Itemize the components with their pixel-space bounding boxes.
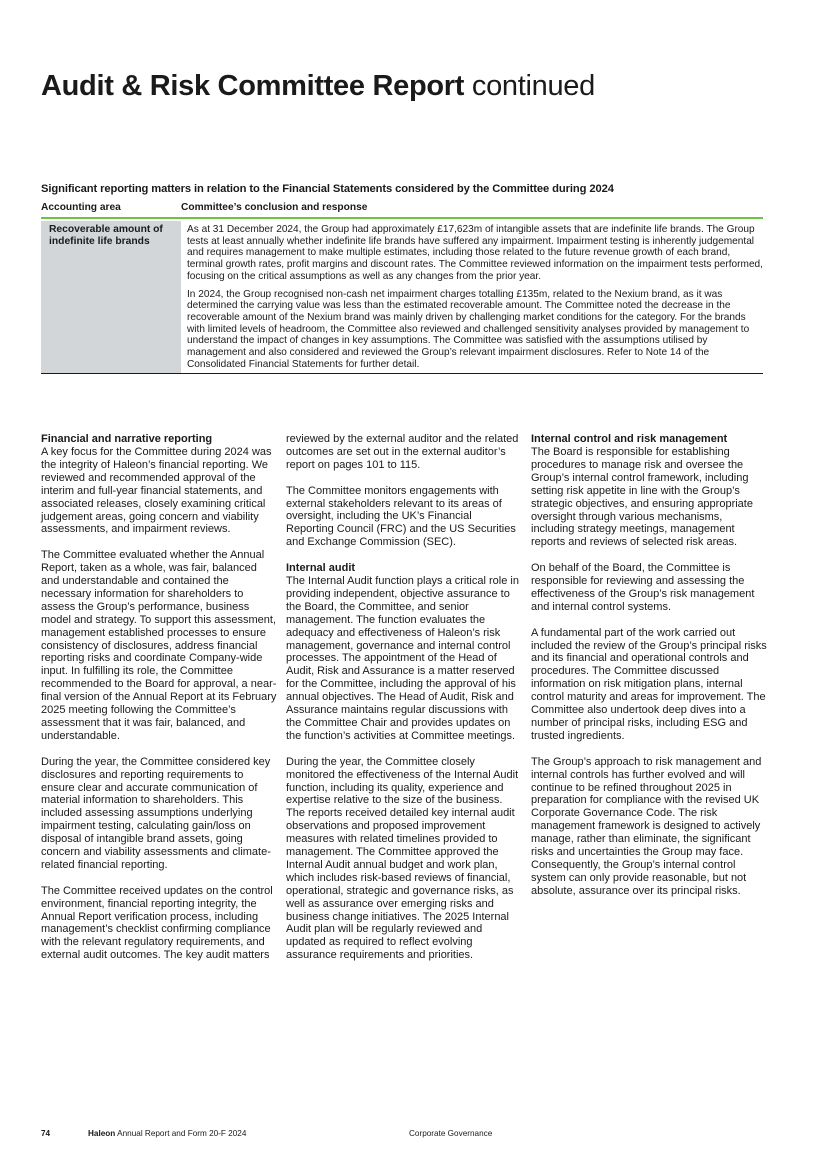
column-header-conclusion: Committee’s conclusion and response [181, 202, 368, 213]
page-title-suffix: continued [471, 70, 595, 102]
column-internal-audit [286, 433, 522, 975]
column-header-accounting-area: Accounting area [41, 202, 121, 213]
page-title [41, 66, 595, 106]
body-paragraph: A key focus for the Committee during 2024 was the integrity of Haleon’s financial reporting. We reviewed and recommended approval of the interim and full-year financial statements, and associated releases, closely examining critical judgement areas, going concern and viability assessments, and impairment reviews. [41, 446, 272, 536]
heading-internal-control-risk-management: Internal control and risk management [531, 433, 728, 445]
footer-publication [88, 1129, 246, 1139]
footer-section: Corporate Governance [409, 1129, 493, 1138]
conclusion-paragraph: As at 31 December 2024, the Group had approximately £17,623m of intangible assets that are indefinite life brands. The Group tests at least annually whether indefinite life brands have suffered any impairment. Impairment testing is inherently judgemental and requires management to make multiple estimates, including those related to the future revenue growth of each brand, terminal growth rates, profit margins and discount rates. The Committee reviewed information on the impairment tests performed, focusing on the critical assumptions as well as any changes from the prior year. [187, 224, 763, 282]
footer-brand: Haleon [88, 1129, 116, 1138]
body-paragraph: The Committee monitors engagements with external stakeholders relevant to its areas of oversight, including the UK’s Financial Reporting Council (FRC) and the US Securities and Exchange Commission (SEC). [286, 484, 516, 549]
heading-financial-narrative-reporting: Financial and narrative reporting [41, 433, 213, 445]
body-paragraph: The Internal Audit function plays a critical role in providing independent, objective assurance to the Board, the Committee, and senior management. The function evaluates the adequacy and effectiveness of Haleon’s risk management, governance and internal control processes. The appointment of the Head of Audit, Risk and Assurance is a matter reserved for the Committee, including the approval of his annual objectives. The Head of Audit, Risk and Assurance maintains regular discussions with the Committee Chair and provides updates on the function’s activities at Committee meetings. [286, 575, 519, 742]
page-number: 74 [41, 1129, 51, 1138]
body-paragraph: The Committee received updates on the control environment, financial reporting integrity, the Annual Report verification process, including management’s checklist confirming compliance with the relevant regulatory requirements, and external audit outcomes. The key audit matters [41, 884, 273, 962]
body-paragraph: The Board is responsible for establishing procedures to manage risk and oversee the Group’s internal control framework, including setting risk appetite in line with the Group’s strategic objectives, and ensuring appropriate oversight through various mechanisms, including strategy meetings, management reports and reviews of selected risk areas. [531, 446, 753, 549]
significant-matters-table [41, 200, 763, 374]
table-row [41, 221, 763, 374]
body-paragraph: reviewed by the external auditor and the related outcomes are set out in the external auditor’s report on pages 101 to 115. [286, 433, 519, 471]
footer-publication-title: Annual Report and Form 20-F 2024 [117, 1129, 247, 1138]
body-paragraph: During the year, the Committee considered key disclosures and reporting requirements to ensure clear and accurate communication of material information to shareholders. This included assessing assumptions underlying impairment testing, calculating gain/loss on disposal of intangible brand assets, going concern and viability assessments and climate-related financial reporting. [41, 755, 271, 871]
column-financial-reporting [41, 433, 277, 975]
accounting-area-cell: Recoverable amount of indefinite life brands [41, 221, 181, 373]
body-paragraph: A fundamental part of the work carried out included the review of the Group’s principal risks and its financial and operational controls and procedures. The Committee discussed information on risk mitigation plans, internal control maturity and areas for improvement. The Committee also undertook deep dives into a number of principal risks, including ESG and trusted ingredients. [531, 626, 767, 742]
body-paragraph: On behalf of the Board, the Committee is responsible for reviewing and assessing the effectiveness of the Group’s risk management and internal control systems. [531, 562, 755, 613]
column-internal-control [531, 433, 767, 911]
body-paragraph: The Committee evaluated whether the Annual Report, taken as a whole, was fair, balanced and understandable and contained the necessary information for shareholders to assess the Group’s performance, business model and strategy. To support this assessment, management established processes to ensure consistency of disclosures, address financial reporting risks and coordinate Company-wide input. In fulfilling its role, the Committee recommended to the Board for approval, a near-final version of the Annual Report at its February 2025 meeting following the Committee’s assessment that it was fair, balanced, and understandable. [41, 549, 277, 742]
conclusion-paragraph: In 2024, the Group recognised non-cash net impairment charges totalling £135m, related to the Nexium brand, as it was determined the carrying value was less than the estimated recoverable amount. The Committee noted the decrease in the recoverable amount of the Nexium brand was mainly driven by challenging market conditions for the category. For the brands with limited levels of headroom, the Committee also reviewed and challenged sensitivity analyses provided by management to understand the impact of changes in key assumptions. The Committee was satisfied with the assumptions utilised by management and also considered and reviewed the Group’s relevant impairment disclosures. Refer to Note 14 of the Consolidated Financial Statements for further detail. [187, 288, 750, 370]
body-paragraph: During the year, the Committee closely monitored the effectiveness of the Internal Audit function, including its quality, experience and expertise relative to the size of the business. The reports received detailed key internal audit observations and proposed improvement measures with related timelines provided to management. The Committee approved the Internal Audit annual budget and work plan, which includes risk-based reviews of financial, operational, strategic and governance risks, as well as assurance over emerging risks and business change initiatives. The 2025 Internal Audit plan will be regularly reviewed and updated as required to reflect evolving assurance requirements and priorities. [286, 755, 519, 962]
table-header-row [41, 200, 763, 219]
body-paragraph: The Group’s approach to risk management and internal controls has further evolved and will continue to be refined throughout 2025 in preparation for compliance with the revised UK Corporate Governance Code. The risk management framework is designed to actively manage, rather than eliminate, the significant risks and uncertainties the Group may face. Consequently, the Group’s internal control system can only provide reasonable, but not absolute, assurance over its principal risks. [531, 755, 762, 897]
heading-internal-audit: Internal audit [286, 562, 356, 575]
conclusion-cell [181, 221, 763, 373]
table-caption: Significant reporting matters in relation to the Financial Statements considered by the Committee during 2024 [41, 183, 614, 195]
page-title-main: Audit & Risk Committee Report [41, 70, 465, 102]
